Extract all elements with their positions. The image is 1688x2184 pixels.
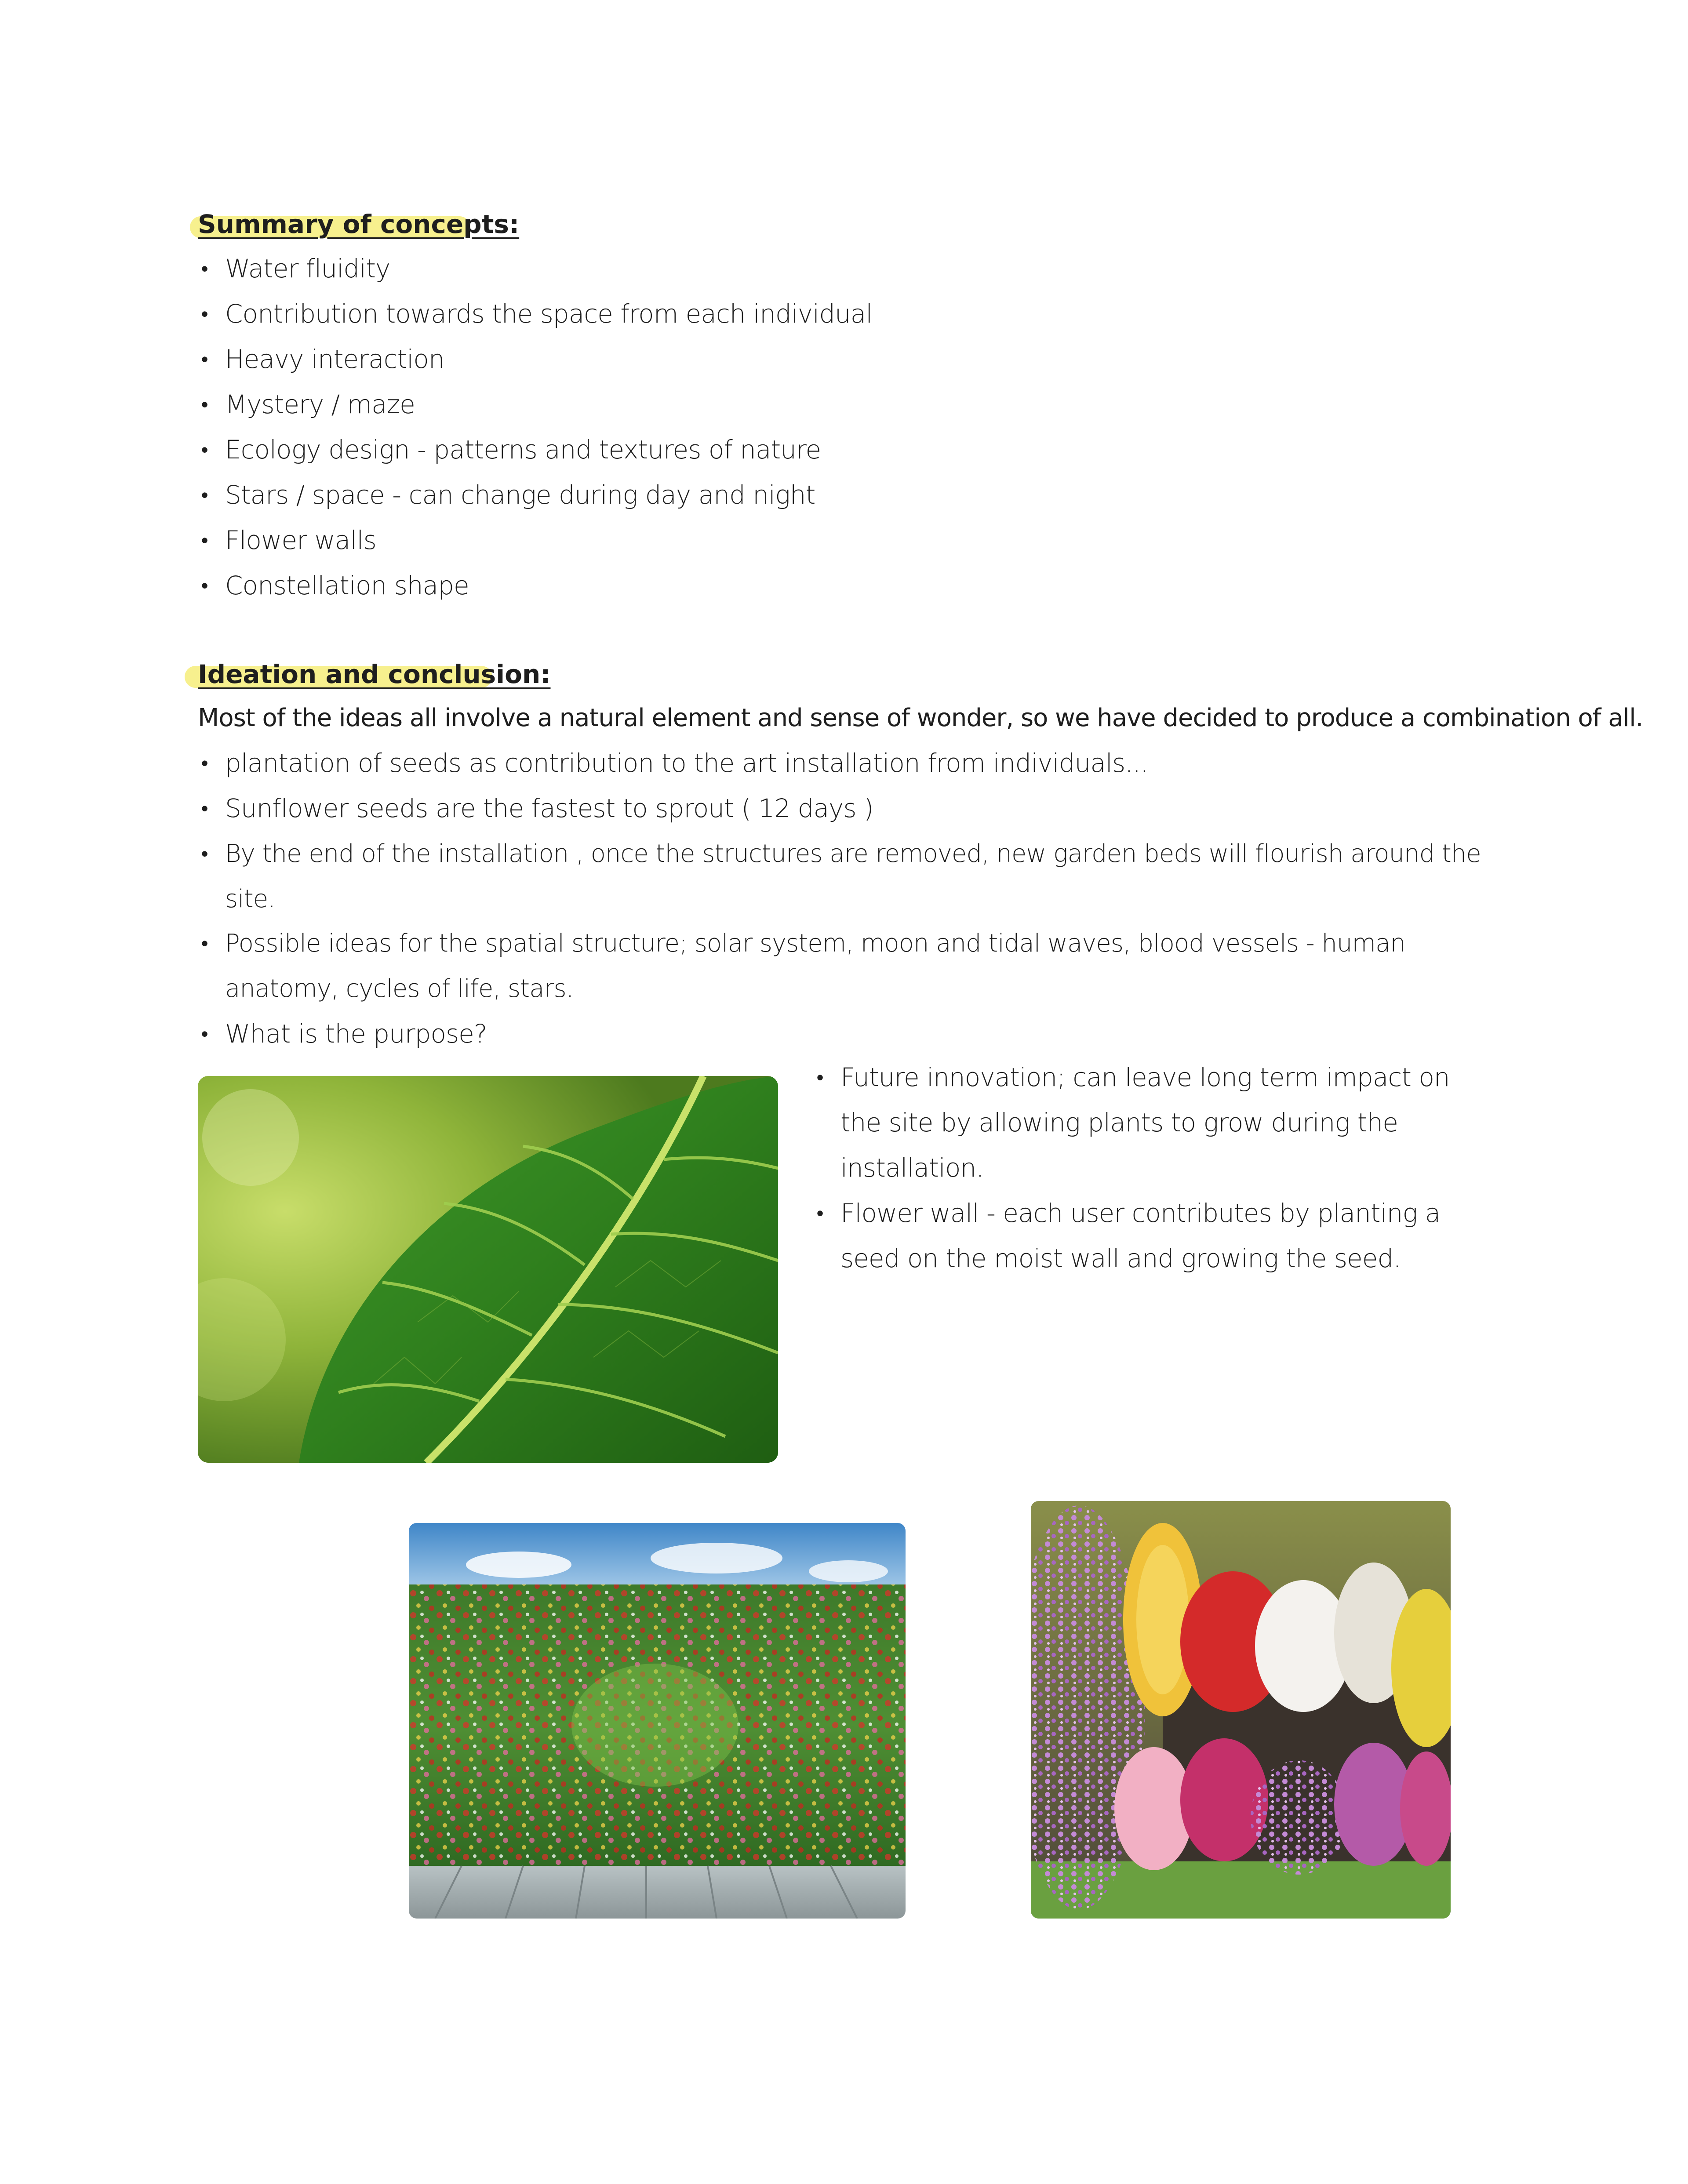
list-item: • Future innovation; can leave long term impact on the site by allowing plants to grow during the installation.	[816, 1062, 1450, 1183]
list-item: • Heavy interaction	[201, 344, 444, 374]
list-item: • Constellation shape	[201, 571, 469, 600]
list-item: • Contribution towards the space from each individual	[201, 299, 873, 329]
list-item: • Ecology design - patterns and textures of nature	[201, 435, 821, 465]
list-item: • By the end of the installation , once the structures are removed, new garden beds will flourish around the site.	[201, 839, 1481, 913]
leaf-image	[198, 1076, 778, 1463]
leaf-photo	[198, 1076, 778, 1463]
summary-list	[198, 246, 1517, 608]
list-item: • Water fluidity	[201, 254, 390, 283]
list-item: • What is the purpose?	[201, 1019, 487, 1049]
side-list	[813, 1055, 1490, 1281]
ideation-heading: Ideation and conclusion:	[198, 659, 551, 689]
summary-heading: Summary of concepts:	[198, 209, 520, 239]
list-item: • Flower walls	[201, 525, 376, 555]
hanging-flowers-photo	[1031, 1501, 1451, 1919]
list-item: • Sunflower seeds are the fastest to sprout ( 12 days )	[201, 793, 873, 823]
flower-wall-photo	[409, 1523, 906, 1919]
list-item: • Stars / space - can change during day and night	[201, 480, 815, 510]
ideation-intro: Most of the ideas all involve a natural element and sense of wonder, so we have decided to produce a combination of all.	[198, 704, 1643, 732]
list-item: • Flower wall - each user contributes by planting a seed on the moist wall and growing the seed.	[816, 1198, 1441, 1273]
ideation-list	[198, 741, 1517, 922]
list-item: • plantation of seeds as contribution to the art installation from individuals...	[201, 748, 1148, 778]
flower-wall-image	[409, 1523, 906, 1919]
hanging-flowers-image	[1031, 1501, 1451, 1919]
list-item: • Possible ideas for the spatial structure; solar system, moon and tidal waves, blood vessels - human anatomy, cycles of life, stars.	[201, 929, 1405, 1003]
list-item: • Mystery / maze	[201, 389, 415, 419]
ideation-list-2	[198, 921, 1508, 1057]
